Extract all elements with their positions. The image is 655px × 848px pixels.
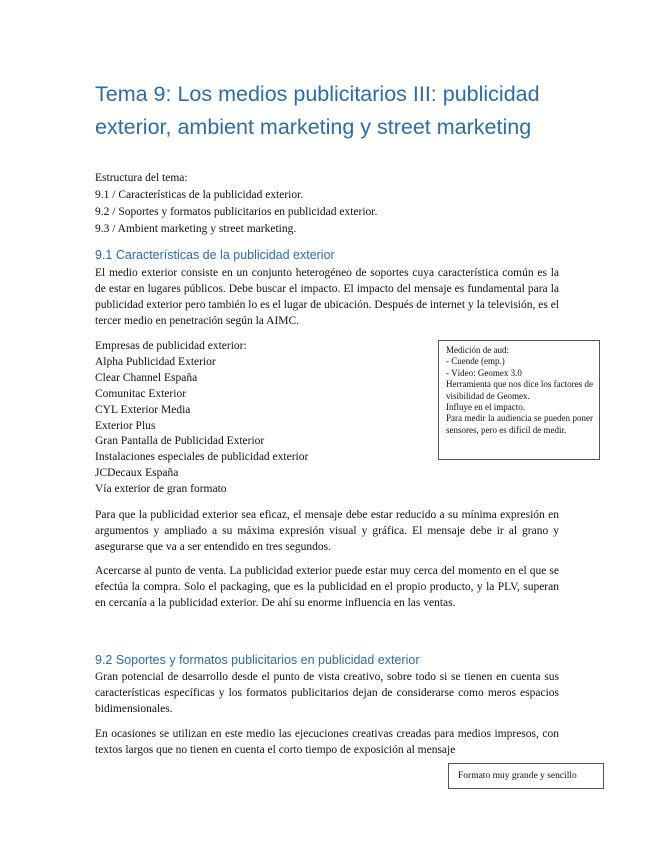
company-item: Exterior Plus xyxy=(95,419,156,432)
company-item: JCDecaux España xyxy=(95,467,179,480)
structure-item: 9.2 / Soportes y formatos publicitarios en publicidad exterior. xyxy=(95,206,378,218)
paragraph: El medio exterior consiste en un conjunto heterogéneo de soportes cuya característica común es la de estar en lugares públicos. Debe buscar el impacto. El impacto del mensaje es fundamental para la publicidad exterior pero también lo es el lugar de ubicación. Después de internet y la televisión, es el tercer medio en penetración según la AIMC. xyxy=(95,267,559,327)
page-title: Tema 9: Los medios publicitarios III: publicidad exterior, ambient marketing y street marketing xyxy=(95,82,540,139)
companies-label: Empresas de publicidad exterior: xyxy=(95,340,247,352)
company-item: Clear Channel España xyxy=(95,371,198,384)
structure-item: 9.3 / Ambient marketing y street marketing. xyxy=(95,223,297,235)
paragraph: Para que la publicidad exterior sea eficaz, el mensaje debe estar reducido a su mínima expresión en argumentos y ampliado a su máxima expresión visual y gráfica. El mensaje debe ir al grano y asegurarse que va a ser entendido en tres segundos. xyxy=(95,509,559,553)
section-heading-9-1: 9.1 Características de la publicidad exterior xyxy=(95,248,335,262)
paragraph: Gran potencial de desarrollo desde el punto de vista creativo, sobre todo si se tienen en cuenta sus características específicas y los formatos publicitarios dejan de considerarse como meros espacios bidimensionales. xyxy=(95,671,559,715)
company-item: Vía exterior de gran formato xyxy=(95,483,227,496)
audience-measurement-note xyxy=(438,340,600,460)
company-item: CYL Exterior Media xyxy=(95,403,191,416)
structure-item: 9.1 / Características de la publicidad exterior. xyxy=(95,189,304,201)
note-line: - Cuende (emp.) xyxy=(446,356,505,367)
company-item: Instalaciones especiales de publicidad exterior xyxy=(95,451,309,464)
note-line: - Vídeo: Geomex 3.0 xyxy=(446,367,522,378)
paragraph: En ocasiones se utilizan en este medio las ejecuciones creativas creadas para medios impresos, con textos largos que no tienen en cuenta el corto tiempo de exposición al mensaje xyxy=(95,728,559,756)
company-item: Comunitac Exterior xyxy=(95,387,187,400)
note-line: Para medir la audiencia se pueden poner sensores, pero es difícil de medir. xyxy=(446,413,593,435)
company-item: Gran Pantalla de Publicidad Exterior xyxy=(95,435,265,448)
section-heading-9-2: 9.2 Soportes y formatos publicitarios en publicidad exterior xyxy=(95,653,420,667)
company-item: Alpha Publicidad Exterior xyxy=(95,355,216,368)
note-line: Medición de aud: xyxy=(446,345,509,355)
note-line: Herramienta que nos dice los factores de visibilidad de Geomex. xyxy=(446,379,593,401)
format-note: Formato muy grande y sencillo xyxy=(448,763,604,789)
note-line: Influye en el impacto. xyxy=(446,402,525,413)
paragraph: Acercarse al punto de venta. La publicidad exterior puede estar muy cerca del momento en el que se efectúa la compra. Solo el packaging, que es la publicidad en el propio producto, y la PLV, superan en cercanía a la publicidad exterior. De ahí su enorme influencia en las ventas. xyxy=(95,565,559,609)
topic-structure xyxy=(95,170,555,238)
companies-list xyxy=(95,339,425,498)
structure-label: Estructura del tema: xyxy=(95,172,188,184)
